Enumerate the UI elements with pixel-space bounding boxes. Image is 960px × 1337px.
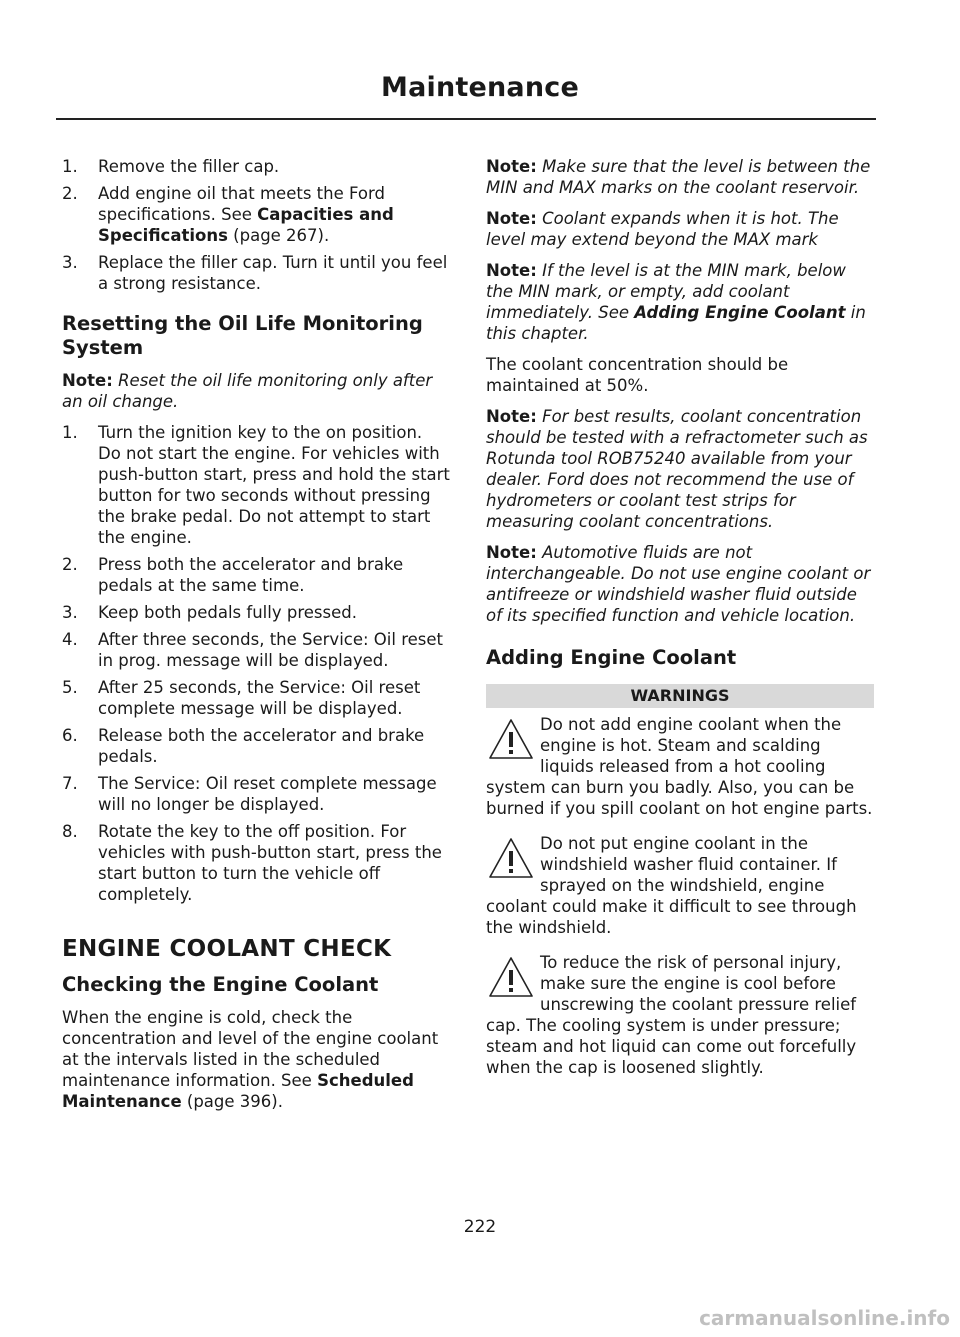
left-column [62, 156, 450, 1122]
warning-triangle-icon [486, 952, 536, 1004]
list-item: 4. After three seconds, the Service: Oil reset in prog. message will be displayed. [62, 630, 443, 670]
warning-triangle-icon [486, 833, 536, 885]
subsection-heading: Checking the Engine Coolant [62, 973, 379, 996]
warning-block: Do not put engine coolant in the windshield washer fluid container. If sprayed on the windshield, engine coolant could make it difficult to see through the windshield. [486, 834, 857, 937]
note: Note: Automotive fluids are not interchangeable. Do not use engine coolant or antifreeze or windshield washer fluid outside of its specified function and vehicle location. [486, 543, 871, 625]
list-item: 1. Remove the filler cap. [62, 157, 280, 176]
subsection-heading: Adding Engine Coolant [486, 646, 737, 669]
page-number: 222 [463, 1217, 497, 1237]
note: Note: Reset the oil life monitoring only after an oil change. [62, 371, 433, 411]
paragraph: The coolant concentration should be maintained at 50%. [486, 355, 789, 395]
subsection-heading: Resetting the Oil Life Monitoring System [62, 312, 423, 359]
cross-reference: Adding Engine Coolant [634, 303, 846, 322]
paragraph: When the engine is cold, check the concentration and level of the engine coolant at the intervals listed in the scheduled maintenance information. See Scheduled Maintenance (page 396). [62, 1008, 439, 1111]
list-item: 2. Add engine oil that meets the Ford specifications. See Capacities and Specifications (page 267). [62, 184, 394, 245]
list-item: 3. Replace the filler cap. Turn it until you feel a strong resistance. [62, 253, 448, 293]
list-item: 6. Release both the accelerator and brake pedals. [62, 726, 425, 766]
note: Note: If the level is at the MIN mark, below the MIN mark, or empty, add coolant immediately. See Adding Engine Coolant in this chapter. [486, 261, 866, 343]
list-item: 3. Keep both pedals fully pressed. [62, 603, 357, 622]
warning-triangle-icon [486, 714, 536, 766]
cross-reference: Scheduled Maintenance [62, 1071, 414, 1111]
warning-block: To reduce the risk of personal injury, make sure the engine is cool before unscrewing the coolant pressure relief cap. The cooling system is under pressure; steam and hot liquid can come out forcefully when the cap is loosened slightly. [486, 953, 857, 1077]
warnings-banner: WARNINGS [486, 684, 874, 708]
note: Note: Coolant expands when it is hot. The level may extend beyond the MAX mark [486, 209, 839, 249]
list-item: 5. After 25 seconds, the Service: Oil reset complete message will be displayed. [62, 678, 421, 718]
note: Note: Make sure that the level is between the MIN and MAX marks on the coolant reservoir. [486, 157, 871, 197]
watermark: carmanualsonline.info [699, 1306, 950, 1330]
list-item: 2. Press both the accelerator and brake pedals at the same time. [62, 555, 404, 595]
section-heading: ENGINE COOLANT CHECK [62, 936, 392, 962]
list-item: 8. Rotate the key to the off position. For vehicles with push-button start, press the start button to turn the vehicle off completely. [62, 822, 442, 904]
reset-steps [62, 422, 450, 905]
header-divider [56, 118, 876, 120]
list-item: 1. Turn the ignition key to the on position. Do not start the engine. For vehicles with push-button start, press and hold the start button for two seconds without pressing the brake pedal. Do not attempt to start the engine. [62, 423, 450, 547]
warning-block: Do not add engine coolant when the engine is hot. Steam and scalding liquids released from a hot cooling system can burn you badly. Also, you can be burned if you spill coolant on hot engine parts. [486, 715, 873, 818]
note: Note: For best results, coolant concentration should be tested with a refractometer such as Rotunda tool ROB75240 available from your dealer. Ford does not recommend the use of hydrometers or coolant test strips for measuring coolant concentrations. [486, 407, 868, 531]
list-item: 7. The Service: Oil reset complete message will no longer be displayed. [62, 774, 437, 814]
page-title: Maintenance [381, 72, 579, 103]
right-column [486, 156, 874, 1092]
oil-fill-steps [62, 156, 450, 294]
cross-reference: Capacities and Specifications [98, 205, 394, 245]
